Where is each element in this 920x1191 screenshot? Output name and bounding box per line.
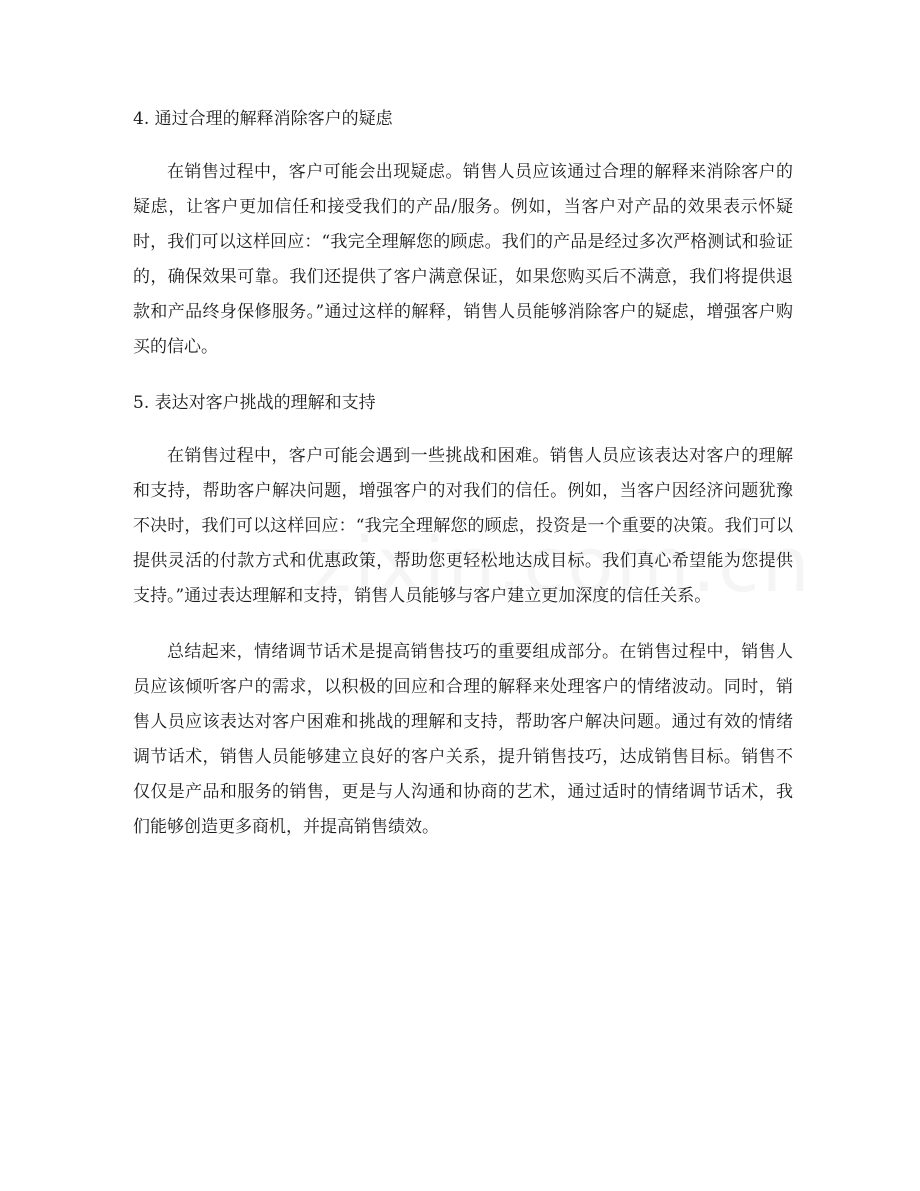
document-body [133, 102, 793, 866]
summary-paragraph: 总结起来，情绪调节话术是提高销售技巧的重要组成部分。在销售过程中，销售人员应该倾听客户的需求，以积极的回应和合理的解释来处理客户的情绪波动。同时，销售人员应该表达对客户困难和挑战的理解和支持，帮助客户解决问题。通过有效的情绪调节话术，销售人员能够建立良好的客户关系，提升销售技巧，达成销售目标。销售不仅仅是产品和服务的销售，更是与人沟通和协商的艺术，通过适时的情绪调节话术，我们能够创造更多商机，并提高销售绩效。 [133, 642, 793, 837]
section-4-heading: 4. 通过合理的解释消除客户的疑虑 [133, 109, 393, 129]
section-5-paragraph: 在销售过程中，客户可能会遇到一些挑战和困难。销售人员应该表达对客户的理解和支持，帮助客户解决问题，增强客户的对我们的信任。例如，当客户因经济问题犹豫不决时，我们可以这样回应：“我完全理解您的顾虑，投资是一个重要的决策。我们可以提供灵活的付款方式和优惠政策，帮助您更轻松地达成目标。我们真心希望能为您提供支持。”通过表达理解和支持，销售人员能够与客户建立更加深度的信任关系。 [133, 446, 793, 606]
section-5-heading: 5. 表达对客户挑战的理解和支持 [133, 393, 376, 413]
section-4-paragraph: 在销售过程中，客户可能会出现疑虑。销售人员应该通过合理的解释来消除客户的疑虑，让客户更加信任和接受我们的产品/服务。例如，当客户对产品的效果表示怀疑时，我们可以这样回应：“我完全理解您的顾虑。我们的产品是经过多次严格测试和验证的，确保效果可靠。我们还提供了客户满意保证，如果您购买后不满意，我们将提供退款和产品终身保修服务。”通过这样的解释，销售人员能够消除客户的疑虑，增强客户购买的信心。 [133, 162, 793, 357]
